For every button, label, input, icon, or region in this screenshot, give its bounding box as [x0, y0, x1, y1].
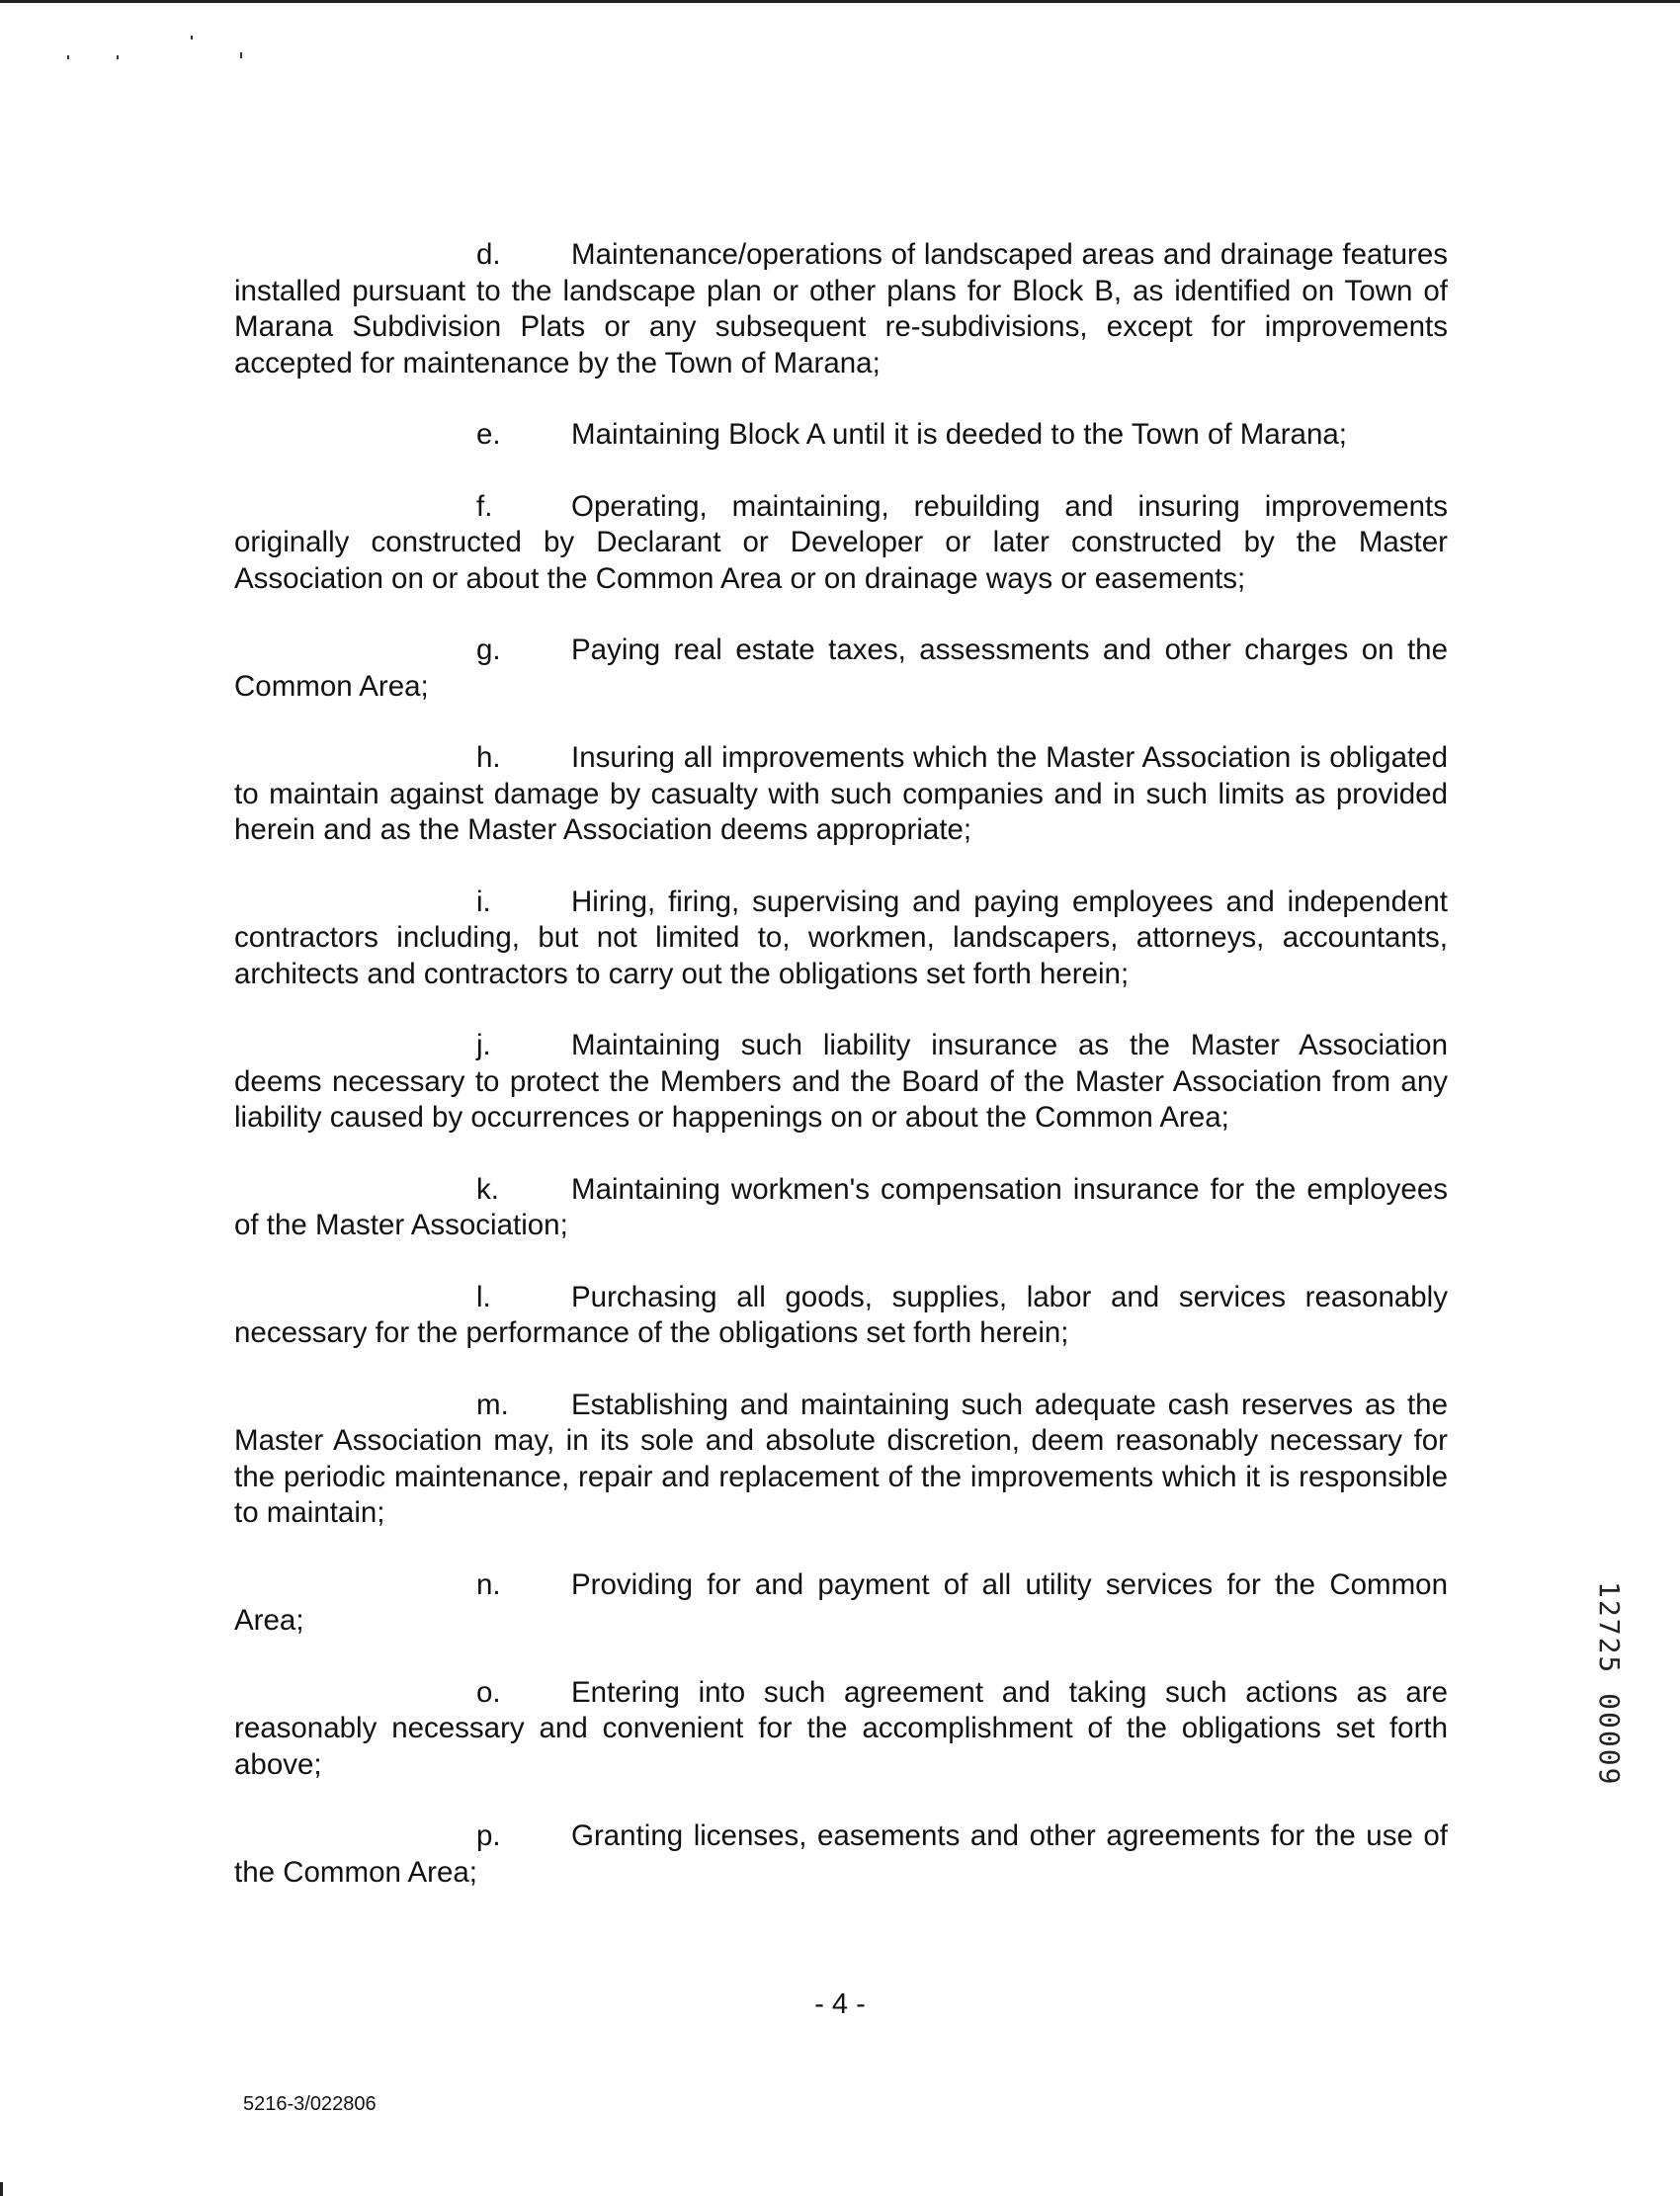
- document-code: 5216-3/022806: [243, 2093, 377, 2115]
- clause-d: [234, 237, 1448, 381]
- clause-n: [234, 1567, 1448, 1640]
- clause-marker: d.: [476, 238, 501, 271]
- clause-marker: f.: [476, 489, 493, 523]
- clause-marker: e.: [476, 418, 501, 451]
- clause-j: [234, 1028, 1448, 1137]
- clause-marker: g.: [476, 633, 501, 666]
- clause-marker: l.: [476, 1280, 491, 1313]
- clause-text: Establishing and maintaining such adequate cash reserves as the Master Association may, in its sole and absolute discretion, deem reasonably necessary for the periodic maintenance, repair and replacement of the improvements which it is responsible to maintain;: [234, 1388, 1448, 1529]
- clause-marker: h.: [476, 741, 501, 774]
- clause-f: [234, 489, 1448, 598]
- clause-marker: p.: [476, 1819, 501, 1852]
- clause-text: Maintaining such liability insurance as the Master Association deems necessary to protect the Members and the Board of the Master Association from any liability caused by occurrences or happenings on or about the Common Area;: [234, 1029, 1448, 1134]
- clause-o: [234, 1675, 1448, 1784]
- clause-l: [234, 1280, 1448, 1352]
- clause-text: Providing for and payment of all utility services for the Common Area;: [234, 1567, 1448, 1637]
- clause-k: [234, 1172, 1448, 1244]
- clause-marker: i.: [476, 885, 491, 918]
- clause-m: [234, 1388, 1448, 1532]
- clause-text: Hiring, firing, supervising and paying employees and independent contractors including, but not limited to, workmen, landscapers, attorneys, accountants, architects and contractors to carry out the obligations set forth herein;: [234, 885, 1448, 990]
- clause-e: [234, 417, 1448, 454]
- clause-text: Maintaining workmen's compensation insurance for the employees of the Master Association;: [234, 1172, 1448, 1241]
- clause-h: [234, 740, 1448, 849]
- clause-i: [234, 885, 1448, 993]
- clause-marker: k.: [476, 1172, 499, 1206]
- clause-text: Maintaining Block A until it is deeded to the Town of Marana;: [571, 418, 1347, 451]
- clause-p: [234, 1818, 1448, 1891]
- left-edge-mark: [0, 2182, 3, 2196]
- clause-text: Granting licenses, easements and other agreements for the use of the Common Area;: [234, 1819, 1448, 1889]
- recording-stamp-text: 12725 00009: [1593, 1581, 1626, 1787]
- clause-marker: o.: [476, 1675, 501, 1709]
- clause-marker: j.: [476, 1029, 491, 1061]
- clause-list: [234, 237, 1448, 1891]
- clause-text: Paying real estate taxes, assessments and other charges on the Common Area;: [234, 633, 1448, 703]
- scan-specks: [0, 0, 296, 79]
- page-number: - 4 -: [814, 1988, 866, 2020]
- clause-text: Insuring all improvements which the Master Association is obligated to maintain against damage by casualty with such companies and in such limits as provided herein and as the Master Association deems appropriate;: [234, 741, 1448, 846]
- clause-marker: n.: [476, 1567, 501, 1601]
- clause-text: Maintenance/operations of landscaped areas and drainage features installed pursuant to the landscape plan or other plans for Block B, as identified on Town of Marana Subdivision Plats or any subsequent re-subdivisions, except for improvements accepted for maintenance by the Town of Marana;: [234, 238, 1448, 380]
- clause-text: Purchasing all goods, supplies, labor and services reasonably necessary for the performance of the obligations set forth herein;: [234, 1280, 1448, 1349]
- clause-text: Operating, maintaining, rebuilding and insuring improvements originally constructed by Declarant or Developer or later constructed by the Master Association on or about the Common Area or on drainage ways or easements;: [234, 489, 1448, 595]
- clause-marker: m.: [476, 1388, 509, 1421]
- clause-text: Entering into such agreement and taking such actions as are reasonably necessary and convenient for the accomplishment of the obligations set forth above;: [234, 1675, 1448, 1781]
- clause-g: [234, 633, 1448, 705]
